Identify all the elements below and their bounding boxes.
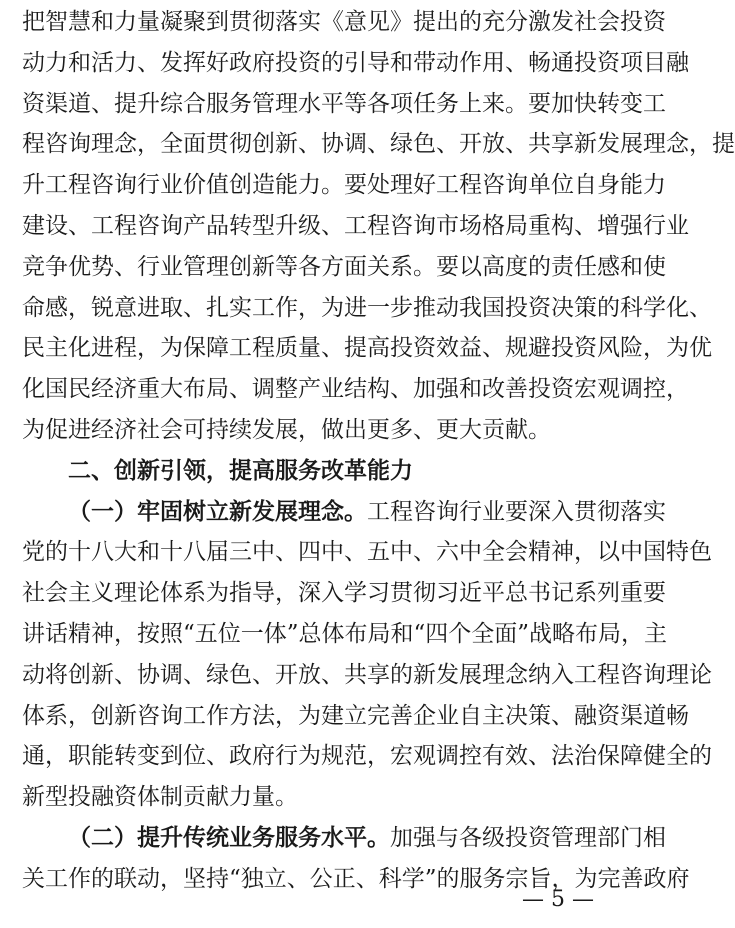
subsection-first-line <box>68 492 666 532</box>
paragraph-line: 化国民经济重大布局、调整产业结构、加强和改善投资宏观调控， <box>22 376 689 403</box>
paragraph-line: 资渠道、提升综合服务管理水平等各项任务上来。要加快转变工 <box>22 90 666 117</box>
paragraph-line: 关工作的联动，坚持“独立、公正、科学”的服务宗旨，为完善政府 <box>22 865 690 892</box>
paragraph-line: 社会主义理论体系为指导，深入学习贯彻习近平总书记系列重要 <box>22 580 666 607</box>
paragraph-line: 命感，锐意进取、扎实工作，为进一步推动我国投资决策的科学化、 <box>22 294 712 321</box>
subsection-text: 工程咨询行业要深入贯彻落实 <box>367 498 666 525</box>
subsection-title: （二）提升传统业务服务水平。 <box>68 825 390 851</box>
paragraph-line: 体系，创新咨询工作方法，为建立完善企业自主决策、融资渠道畅 <box>22 702 689 729</box>
section-heading: 二、创新引领，提高服务改革能力 <box>68 457 413 484</box>
paragraph-line: 讲话精神，按照“五位一体”总体布局和“四个全面”战略布局，主 <box>22 621 668 647</box>
paragraph-line: 竞争优势、行业管理创新等各方面关系。要以高度的责任感和使 <box>22 253 666 280</box>
page-number: — 5 — <box>522 887 594 912</box>
paragraph-line: 升工程咨询行业价值创造能力。要处理好工程咨询单位自身能力 <box>22 172 666 199</box>
paragraph-line: 建设、工程咨询产品转型升级、工程咨询市场格局重构、增强行业 <box>22 213 689 239</box>
paragraph-line: 通，职能转变到位、政府行为规范，宏观调控有效、法治保障健全的 <box>22 743 712 770</box>
paragraph-line: 新型投融资体制贡献力量。 <box>22 784 298 811</box>
paragraph-line: 程咨询理念，全面贯彻创新、协调、绿色、开放、共享新发展理念，提 <box>22 131 735 158</box>
paragraph-line: 党的十八大和十八届三中、四中、五中、六中全会精神，以中国特色 <box>22 539 712 566</box>
subsection-title: （一）牢固树立新发展理念。 <box>68 498 367 525</box>
paragraph-line: 把智慧和力量凝聚到贯彻落实《意见》提出的充分激发社会投资 <box>22 9 666 35</box>
paragraph-line: 民主化进程，为保障工程质量、提高投资效益、规避投资风险，为优 <box>22 335 712 362</box>
subsection-text: 加强与各级投资管理部门相 <box>390 825 666 851</box>
paragraph-line: 动将创新、协调、绿色、开放、共享的新发展理念纳入工程咨询理论 <box>22 661 712 688</box>
subsection-first-line <box>68 818 666 858</box>
paragraph-line: 动力和活力、发挥好政府投资的引导和带动作用、畅通投资项目融 <box>22 49 689 76</box>
paragraph-line: 为促进经济社会可持续发展，做出更多、更大贡献。 <box>22 417 551 443</box>
